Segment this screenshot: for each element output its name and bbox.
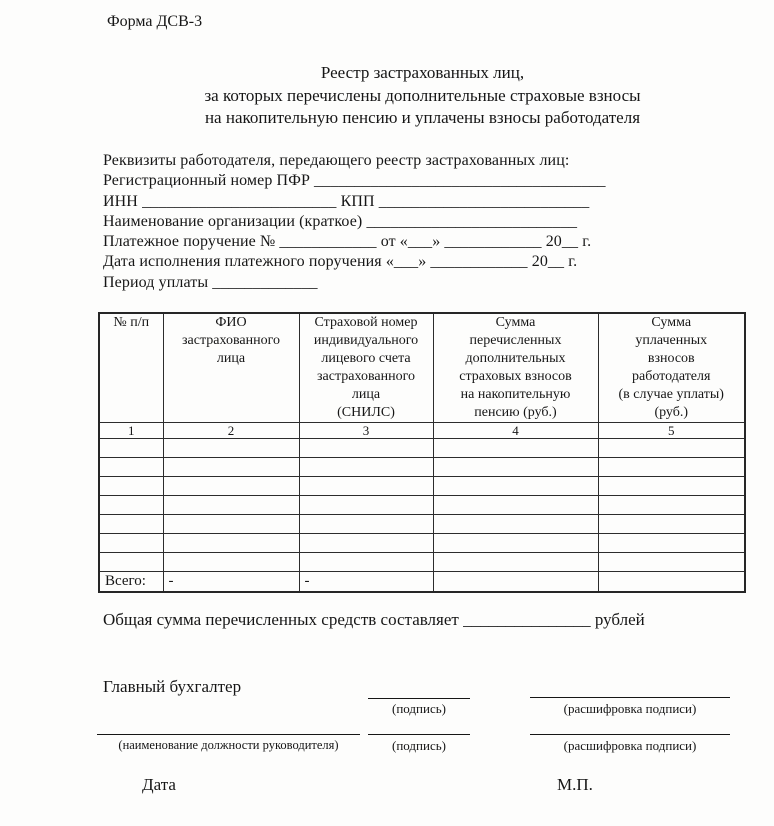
col-header-row-number: № п/п <box>99 313 163 423</box>
form-number-label: Форма ДСВ-3 <box>107 13 203 30</box>
document-title <box>100 62 745 130</box>
table-empty-row <box>99 496 745 515</box>
payment-period-line: Период уплаты _____________ <box>103 273 318 291</box>
column-number: 2 <box>163 423 299 439</box>
transcript-line-accountant <box>530 697 730 698</box>
table-empty-row <box>99 534 745 553</box>
column-number: 5 <box>598 423 745 439</box>
column-number-row <box>99 423 745 439</box>
total-amount-line: Общая сумма перечисленных средств составляет _______________ рублей <box>103 610 645 629</box>
col-header-snils: Страховой номер индивидуального лицевого счета застрахованного лица (СНИЛС) <box>299 313 433 423</box>
payment-order-line: Платежное поручение № ____________ от «___» ____________ 20__ г. <box>103 233 592 251</box>
transcript-caption: (расшифровка подписи) <box>563 701 697 716</box>
col-header-employer-contributions: Сумма уплаченных взносов работодателя (в случае уплаты) (руб.) <box>598 313 745 423</box>
signature-line-head <box>368 734 470 735</box>
column-number: 3 <box>299 423 433 439</box>
inn-kpp-line: ИНН ________________________ КПП __________________________ <box>103 192 590 210</box>
table-header-row <box>99 313 745 423</box>
date-label: Дата <box>142 775 176 794</box>
requisites-heading: Реквизиты работодателя, передающего реестр застрахованных лиц: <box>103 152 570 169</box>
transcript-line-head <box>530 734 730 735</box>
signature-caption: (подпись) <box>392 701 446 716</box>
payment-execution-date-line: Дата исполнения платежного поручения «___» ____________ 20__ г. <box>103 253 578 271</box>
column-number: 1 <box>99 423 163 439</box>
table-empty-row <box>99 553 745 572</box>
title-line-3: на накопительную пенсию и уплачены взносы работодателя <box>204 108 641 127</box>
title-line-2: за которых перечислены дополнительные страховые взносы <box>204 85 641 105</box>
insured-persons-table <box>98 312 746 593</box>
totals-label: Всего: <box>99 572 163 593</box>
title-line-1: Реестр застрахованных лиц, <box>320 63 525 82</box>
signature-line-accountant <box>368 698 470 699</box>
table-empty-body <box>99 439 745 572</box>
table-empty-row <box>99 515 745 534</box>
stamp-place-label: М.П. <box>557 775 593 794</box>
pfr-registration-number-line: Регистрационный номер ПФР ____________________________________ <box>103 172 606 190</box>
organization-name-line: Наименование организации (краткое) __________________________ <box>103 212 578 230</box>
totals-employer-cell <box>598 572 745 593</box>
head-position-caption: (наименование должности руководителя) <box>118 738 339 752</box>
column-number: 4 <box>433 423 598 439</box>
totals-name-cell: - <box>163 572 299 593</box>
table-empty-row <box>99 458 745 477</box>
totals-additional-cell <box>433 572 598 593</box>
col-header-additional-contributions: Сумма перечисленных дополнительных страховых взносов на накопительную пенсию (руб.) <box>433 313 598 423</box>
table-totals-row <box>99 572 745 593</box>
chief-accountant-label: Главный бухгалтер <box>103 677 242 696</box>
table-empty-row <box>99 477 745 496</box>
col-header-insured-name: ФИО застрахованного лица <box>163 313 299 423</box>
employer-requisites-block <box>103 151 763 293</box>
table-empty-row <box>99 439 745 458</box>
totals-snils-cell: - <box>299 572 433 593</box>
transcript-caption: (расшифровка подписи) <box>563 738 697 753</box>
head-position-line <box>97 734 360 735</box>
signature-caption: (подпись) <box>392 738 446 753</box>
